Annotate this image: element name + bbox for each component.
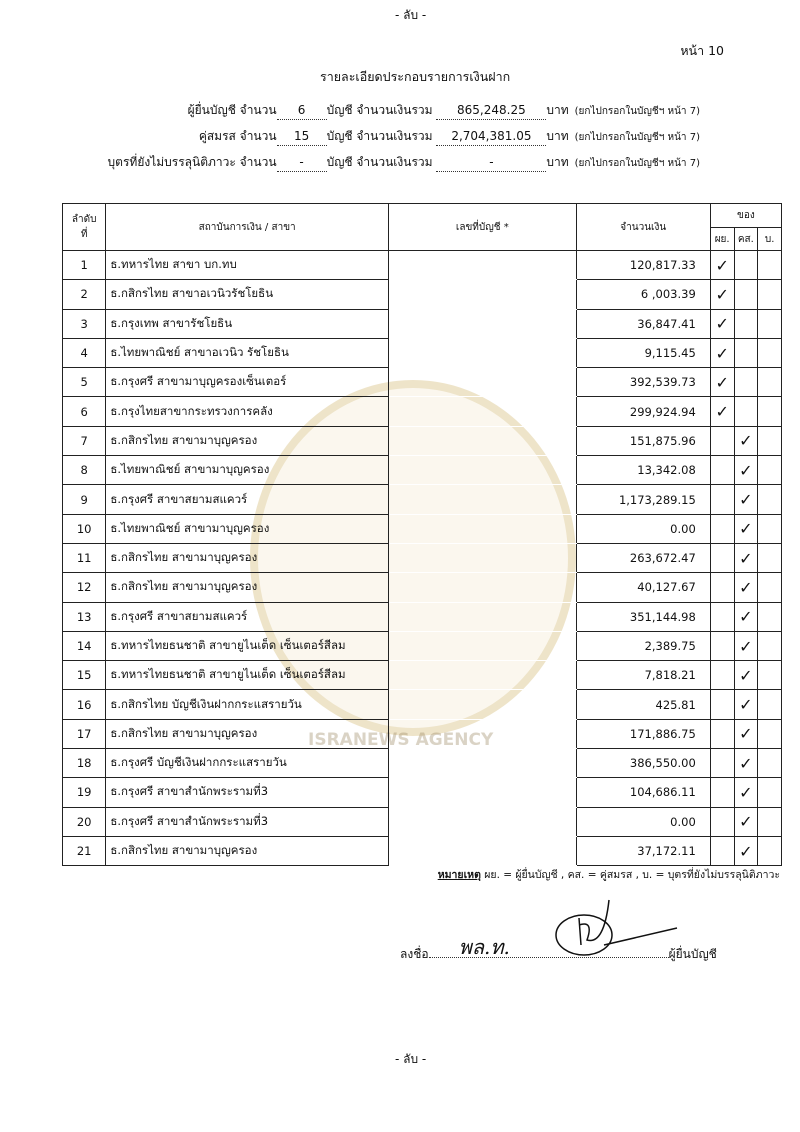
owner-child-cell	[758, 485, 782, 514]
owner-self-cell	[710, 573, 734, 602]
row-amount: 104,686.11	[576, 778, 710, 807]
table-row	[63, 631, 782, 660]
row-institution: ธ.กสิกรไทย สาขามาบุญครอง	[106, 836, 389, 865]
summary-line	[199, 127, 700, 146]
row-account-redacted	[388, 690, 576, 719]
table-row	[63, 749, 782, 778]
row-institution: ธ.ทหารไทยธนชาติ สาขายูไนเต็ด เซ็นเตอร์สีลม	[106, 631, 389, 660]
summary-currency: บาท	[546, 155, 569, 169]
owner-spouse-check-icon: ✓	[734, 661, 758, 690]
owner-spouse-cell	[734, 338, 758, 367]
row-no: 15	[63, 661, 106, 690]
row-amount: 1,173,289.15	[576, 485, 710, 514]
table-row	[63, 778, 782, 807]
summary-total: -	[436, 157, 546, 172]
row-no: 7	[63, 426, 106, 455]
row-institution: ธ.กรุงศรี สาขาสำนักพระรามที่3	[106, 807, 389, 836]
table-row	[63, 514, 782, 543]
table-row	[63, 661, 782, 690]
owner-spouse-cell	[734, 251, 758, 280]
row-no: 8	[63, 456, 106, 485]
summary-count: 6	[277, 105, 327, 120]
owner-child-cell	[758, 397, 782, 426]
row-no: 19	[63, 778, 106, 807]
row-no: 12	[63, 573, 106, 602]
owner-self-cell	[710, 836, 734, 865]
owner-child-cell	[758, 836, 782, 865]
table-row	[63, 602, 782, 631]
row-no: 4	[63, 338, 106, 367]
row-amount: 36,847.41	[576, 309, 710, 338]
header-amount: จำนวนเงิน	[576, 204, 710, 251]
row-institution: ธ.ไทยพาณิชย์ สาขามาบุญครอง	[106, 514, 389, 543]
owner-child-cell	[758, 631, 782, 660]
row-amount: 37,172.11	[576, 836, 710, 865]
summary-total: 2,704,381.05	[436, 131, 546, 146]
signature-prefix: ลงชื่อ	[400, 947, 429, 961]
owner-child-cell	[758, 602, 782, 631]
page-title: รายละเอียดประกอบรายการเงินฝาก	[320, 69, 511, 84]
table-row	[63, 807, 782, 836]
row-amount: 7,818.21	[576, 661, 710, 690]
owner-spouse-check-icon: ✓	[734, 719, 758, 748]
row-account-redacted	[388, 280, 576, 309]
owner-spouse-check-icon: ✓	[734, 514, 758, 543]
signature-line	[400, 935, 717, 964]
row-amount: 40,127.67	[576, 573, 710, 602]
summary-currency: บาท	[546, 103, 569, 117]
row-no: 9	[63, 485, 106, 514]
summary-note: (ยกไปกรอกในบัญชีฯ หน้า 7)	[574, 132, 700, 143]
table-row	[63, 485, 782, 514]
row-account-redacted	[388, 543, 576, 572]
owner-self-cell	[710, 661, 734, 690]
row-no: 5	[63, 368, 106, 397]
summary-label: คู่สมรส จำนวน	[198, 129, 277, 143]
row-account-redacted	[388, 309, 576, 338]
owner-spouse-check-icon: ✓	[734, 631, 758, 660]
header-owner: ของ	[710, 204, 781, 228]
summary-count: 15	[277, 131, 327, 146]
row-no: 2	[63, 280, 106, 309]
row-account-redacted	[388, 749, 576, 778]
row-amount: 171,886.75	[576, 719, 710, 748]
row-institution: ธ.กสิกรไทย บัญชีเงินฝากกระแสรายวัน	[106, 690, 389, 719]
row-no: 18	[63, 749, 106, 778]
summary-note: (ยกไปกรอกในบัญชีฯ หน้า 7)	[574, 158, 700, 169]
owner-self-cell	[710, 807, 734, 836]
row-account-redacted	[388, 368, 576, 397]
header-owner-child: บ.	[758, 228, 782, 251]
owner-child-cell	[758, 368, 782, 397]
owner-self-check-icon: ✓	[710, 309, 734, 338]
row-account-redacted	[388, 719, 576, 748]
row-amount: 151,875.96	[576, 426, 710, 455]
owner-child-cell	[758, 661, 782, 690]
signature-suffix: ผู้ยื่นบัญชี	[668, 947, 717, 961]
owner-child-cell	[758, 251, 782, 280]
row-no: 14	[63, 631, 106, 660]
owner-child-cell	[758, 778, 782, 807]
owner-self-cell	[710, 778, 734, 807]
owner-child-cell	[758, 426, 782, 455]
row-no: 20	[63, 807, 106, 836]
row-no: 1	[63, 251, 106, 280]
row-amount: 0.00	[576, 807, 710, 836]
owner-spouse-check-icon: ✓	[734, 485, 758, 514]
row-account-redacted	[388, 397, 576, 426]
owner-child-cell	[758, 280, 782, 309]
owner-spouse-check-icon: ✓	[734, 426, 758, 455]
owner-self-cell	[710, 456, 734, 485]
row-amount: 6 ,003.39	[576, 280, 710, 309]
header-account: เลขที่บัญชี *	[388, 204, 576, 251]
footnote-label: หมายเหตุ	[437, 869, 481, 881]
owner-spouse-check-icon: ✓	[734, 456, 758, 485]
owner-self-cell	[710, 514, 734, 543]
owner-child-cell	[758, 690, 782, 719]
summary-note: (ยกไปกรอกในบัญชีฯ หน้า 7)	[574, 106, 700, 117]
owner-spouse-check-icon: ✓	[734, 749, 758, 778]
table-row	[63, 251, 782, 280]
summary-count: -	[277, 157, 327, 172]
signature-scribble	[549, 890, 679, 960]
header-institution: สถาบันการเงิน / สาขา	[106, 204, 389, 251]
row-account-redacted	[388, 485, 576, 514]
table-row	[63, 309, 782, 338]
row-amount: 351,144.98	[576, 602, 710, 631]
row-account-redacted	[388, 426, 576, 455]
row-amount: 263,672.47	[576, 543, 710, 572]
owner-spouse-check-icon: ✓	[734, 543, 758, 572]
owner-self-check-icon: ✓	[710, 368, 734, 397]
summary-unit: บัญชี จำนวนเงินรวม	[326, 129, 433, 143]
row-institution: ธ.ไทยพาณิชย์ สาขามาบุญครอง	[106, 456, 389, 485]
row-no: 21	[63, 836, 106, 865]
classification-top: - ลับ -	[395, 8, 427, 22]
owner-child-cell	[758, 749, 782, 778]
row-institution: ธ.กรุงศรี สาขาสยามสแควร์	[106, 485, 389, 514]
owner-self-check-icon: ✓	[710, 397, 734, 426]
owner-child-cell	[758, 514, 782, 543]
owner-child-cell	[758, 309, 782, 338]
owner-self-cell	[710, 426, 734, 455]
table-row	[63, 280, 782, 309]
table-row	[63, 573, 782, 602]
owner-self-cell	[710, 631, 734, 660]
table-row	[63, 338, 782, 367]
row-amount: 299,924.94	[576, 397, 710, 426]
owner-self-check-icon: ✓	[710, 338, 734, 367]
summary-total: 865,248.25	[436, 105, 546, 120]
summary-currency: บาท	[546, 129, 569, 143]
row-institution: ธ.กรุงศรี สาขาสยามสแควร์	[106, 602, 389, 631]
table-row	[63, 426, 782, 455]
row-amount: 120,817.33	[576, 251, 710, 280]
row-account-redacted	[388, 602, 576, 631]
owner-child-cell	[758, 573, 782, 602]
table-row	[63, 397, 782, 426]
row-no: 13	[63, 602, 106, 631]
table-row	[63, 456, 782, 485]
owner-spouse-check-icon: ✓	[734, 602, 758, 631]
summary-line	[188, 101, 700, 120]
footnote	[438, 866, 780, 883]
row-amount: 13,342.08	[576, 456, 710, 485]
owner-self-cell	[710, 690, 734, 719]
row-no: 10	[63, 514, 106, 543]
row-no: 16	[63, 690, 106, 719]
table-row	[63, 690, 782, 719]
table-row	[63, 836, 782, 865]
row-institution: ธ.ทหารไทย สาขา บก.ทบ	[106, 251, 389, 280]
owner-spouse-check-icon: ✓	[734, 778, 758, 807]
row-amount: 2,389.75	[576, 631, 710, 660]
classification-bottom: - ลับ -	[395, 1052, 427, 1066]
row-amount: 392,539.73	[576, 368, 710, 397]
owner-child-cell	[758, 543, 782, 572]
deposit-table	[62, 203, 782, 866]
owner-spouse-check-icon: ✓	[734, 807, 758, 836]
row-institution: ธ.กสิกรไทย สาขามาบุญครอง	[106, 719, 389, 748]
row-amount: 425.81	[576, 690, 710, 719]
row-account-redacted	[388, 807, 576, 836]
row-account-redacted	[388, 631, 576, 660]
row-no: 3	[63, 309, 106, 338]
owner-spouse-check-icon: ✓	[734, 690, 758, 719]
owner-child-cell	[758, 719, 782, 748]
owner-spouse-cell	[734, 309, 758, 338]
owner-child-cell	[758, 338, 782, 367]
row-account-redacted	[388, 456, 576, 485]
row-institution: ธ.กรุงศรี สาขาสำนักพระรามที่3	[106, 778, 389, 807]
row-institution: ธ.กรุงศรี บัญชีเงินฝากกระแสรายวัน	[106, 749, 389, 778]
owner-child-cell	[758, 807, 782, 836]
owner-spouse-cell	[734, 280, 758, 309]
row-amount: 9,115.45	[576, 338, 710, 367]
row-account-redacted	[388, 836, 576, 865]
owner-self-cell	[710, 749, 734, 778]
owner-spouse-check-icon: ✓	[734, 836, 758, 865]
owner-spouse-cell	[734, 368, 758, 397]
row-account-redacted	[388, 661, 576, 690]
owner-self-check-icon: ✓	[710, 280, 734, 309]
row-institution: ธ.ไทยพาณิชย์ สาขาอเวนิว รัชโยธิน	[106, 338, 389, 367]
row-account-redacted	[388, 573, 576, 602]
owner-spouse-cell	[734, 397, 758, 426]
owner-spouse-check-icon: ✓	[734, 573, 758, 602]
row-institution: ธ.กรุงเทพ สาขารัชโยธิน	[106, 309, 389, 338]
signature-handwritten: พล.ท.	[458, 935, 510, 959]
header-no: ลำดับ ที่	[63, 204, 106, 251]
header-owner-self: ผย.	[710, 228, 734, 251]
page-number: หน้า 10	[680, 43, 724, 58]
row-institution: ธ.กสิกรไทย สาขามาบุญครอง	[106, 426, 389, 455]
row-institution: ธ.กสิกรไทย สาขามาบุญครอง	[106, 573, 389, 602]
owner-self-check-icon: ✓	[710, 251, 734, 280]
summary-label: ผู้ยื่นบัญชี จำนวน	[187, 103, 277, 117]
row-institution: ธ.กรุงศรี สาขามาบุญครองเซ็นเตอร์	[106, 368, 389, 397]
row-institution: ธ.ทหารไทยธนชาติ สาขายูไนเต็ด เซ็นเตอร์สีลม	[106, 661, 389, 690]
row-institution: ธ.กสิกรไทย สาขาอเวนิวรัชโยธิน	[106, 280, 389, 309]
row-account-redacted	[388, 251, 576, 280]
watermark-agency: ISRANEWS AGENCY	[308, 730, 494, 750]
owner-child-cell	[758, 456, 782, 485]
row-amount: 0.00	[576, 514, 710, 543]
table-row	[63, 368, 782, 397]
footnote-text: ผย. = ผู้ยื่นบัญชี , คส. = คู่สมรส , บ. = บุตรที่ยังไม่บรรลุนิติภาวะ	[480, 869, 780, 881]
summary-line	[108, 153, 700, 172]
summary-label: บุตรที่ยังไม่บรรลุนิติภาวะ จำนวน	[107, 155, 277, 169]
row-no: 17	[63, 719, 106, 748]
table-row	[63, 543, 782, 572]
row-no: 6	[63, 397, 106, 426]
row-account-redacted	[388, 514, 576, 543]
owner-self-cell	[710, 602, 734, 631]
row-amount: 386,550.00	[576, 749, 710, 778]
owner-self-cell	[710, 719, 734, 748]
row-institution: ธ.กรุงไทยสาขากระทรวงการคลัง	[106, 397, 389, 426]
summary-unit: บัญชี จำนวนเงินรวม	[326, 155, 433, 169]
row-institution: ธ.กสิกรไทย สาขามาบุญครอง	[106, 543, 389, 572]
owner-self-cell	[710, 543, 734, 572]
row-account-redacted	[388, 778, 576, 807]
table-row	[63, 719, 782, 748]
summary-unit: บัญชี จำนวนเงินรวม	[326, 103, 433, 117]
header-owner-spouse: คส.	[734, 228, 758, 251]
row-no: 11	[63, 543, 106, 572]
row-account-redacted	[388, 338, 576, 367]
owner-self-cell	[710, 485, 734, 514]
